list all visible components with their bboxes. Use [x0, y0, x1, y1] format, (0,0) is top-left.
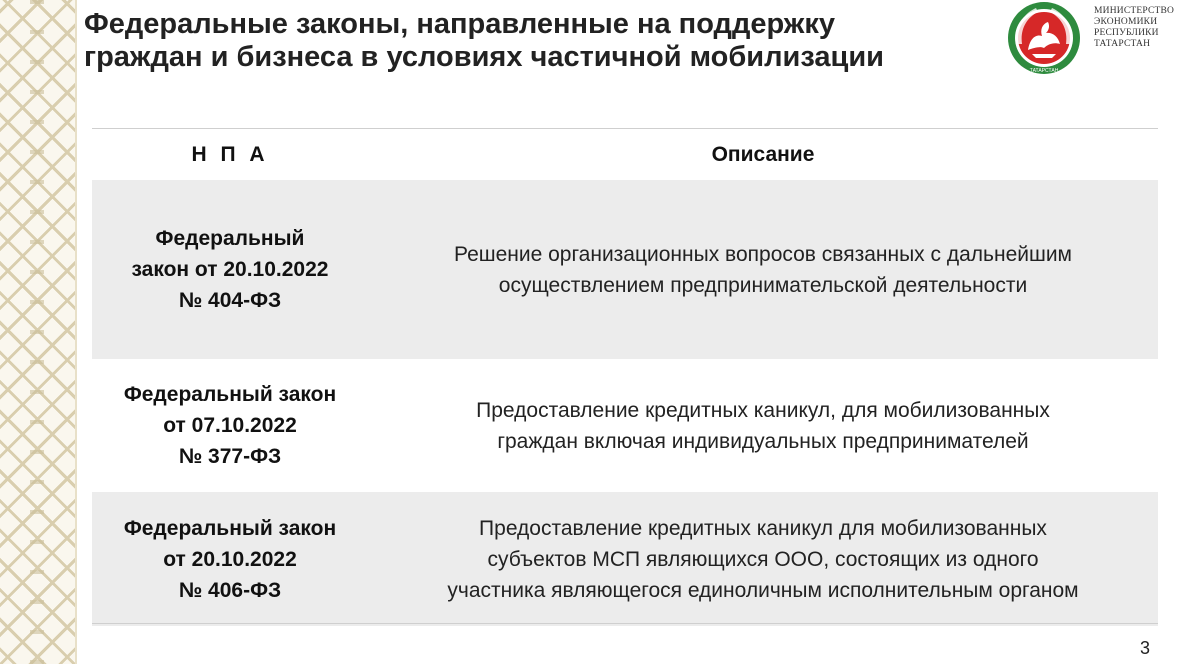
npa-cell [92, 379, 368, 472]
page-title [84, 8, 964, 74]
ministry-label [1094, 6, 1194, 50]
ornamental-border [0, 0, 77, 664]
ministry-line-2: ЭКОНОМИКИ [1094, 17, 1158, 27]
table-row [92, 180, 1158, 360]
description-line: осуществлением предпринимательской деятельности [498, 273, 1028, 297]
npa-line: № 377-ФЗ [178, 445, 282, 468]
table-header-row [92, 129, 1158, 180]
npa-cell [92, 513, 368, 606]
tatarstan-emblem-icon [1002, 0, 1086, 78]
ministry-line-1: МИНИСТЕРСТВО [1094, 6, 1175, 16]
description-line: Предоставление кредитных каникул для мобилизованных [479, 516, 1047, 540]
header-npa: Н П А [191, 142, 269, 166]
title-line-2: граждан и бизнеса в условиях частичной мобилизации [84, 41, 884, 73]
table-row [92, 360, 1158, 492]
npa-line: от 07.10.2022 [163, 414, 297, 437]
description-line: участника являющегося единоличным исполнительным органом [447, 578, 1079, 602]
page-number: 3 [1140, 638, 1151, 658]
npa-cell [92, 223, 368, 316]
table-bottom-divider [92, 623, 1158, 624]
description-line: Решение организационных вопросов связанных с дальнейшим [453, 242, 1072, 266]
description-cell [368, 513, 1158, 606]
npa-line: Федеральный закон [123, 516, 337, 540]
npa-line: Федеральный закон [123, 383, 337, 406]
title-line-1: Федеральные законы, направленные на поддержку [84, 8, 836, 40]
description-line: Предоставление кредитных каникул, для мобилизованных [476, 398, 1050, 422]
ministry-line-4: ТАТАРСТАН [1094, 39, 1151, 49]
npa-line: закон от 20.10.2022 [131, 258, 329, 281]
npa-line: Федеральный [155, 227, 305, 250]
description-line: граждан включая индивидуальных предпринимателей [497, 429, 1029, 453]
npa-line: № 404-ФЗ [178, 289, 282, 312]
npa-line: № 406-ФЗ [178, 578, 282, 602]
laws-table [92, 128, 1158, 627]
description-line: субъектов МСП являющихся ООО, состоящих из одного [487, 547, 1039, 571]
emblem-ring-text: ТАТАРСТАН [1029, 68, 1059, 74]
ministry-line-3: РЕСПУБЛИКИ [1094, 28, 1159, 38]
header-description: Описание [711, 142, 815, 166]
description-cell [368, 395, 1158, 457]
table-row [92, 492, 1158, 627]
npa-line: от 20.10.2022 [163, 547, 297, 571]
description-cell [368, 239, 1158, 301]
